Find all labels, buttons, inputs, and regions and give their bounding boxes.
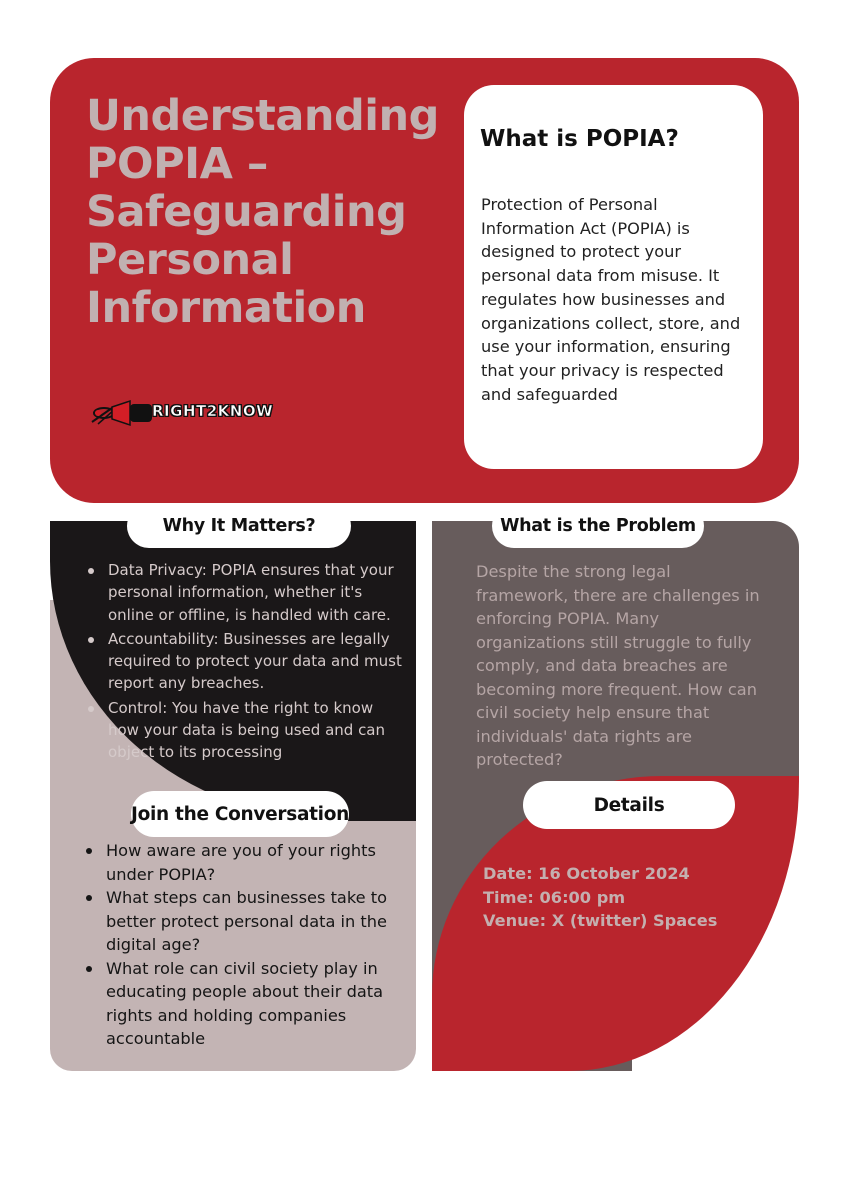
right2know-logo	[90, 398, 294, 428]
why-it-matters-list	[86, 559, 408, 766]
what-is-popia-body: Protection of Personal Information Act (POPIA) is designed to protect your personal data from misuse. It regulates how businesses and organizations collect, store, and use your information, ensuring that your privacy is respected and safeguarded	[481, 195, 741, 404]
problem-body: Despite the strong legal framework, there are challenges in enforcing POPIA. Many organizations still struggle to fully comply, and data breaches are becoming more frequent. How can civil society help ensure that individuals' data rights are protected?	[476, 562, 760, 769]
list-item: How aware are you of your rights under POPIA?	[84, 839, 404, 886]
problem-heading: What is the Problem	[492, 504, 704, 548]
list-item: Control: You have the right to know how your data is being used and can object to its processing	[86, 697, 408, 764]
list-item: Accountability: Businesses are legally required to protect your data and must report any breaches.	[86, 628, 408, 695]
megaphone-icon	[90, 398, 160, 428]
join-conversation-heading: Join the Conversation	[131, 791, 349, 837]
list-item: Data Privacy: POPIA ensures that your personal information, whether it's online or offline, is handled with care.	[86, 559, 408, 626]
event-date: Date: 16 October 2024	[483, 864, 690, 883]
list-item: What role can civil society play in educating people about their data rights and holding companies accountable	[84, 957, 404, 1051]
why-it-matters-heading: Why It Matters?	[127, 504, 351, 548]
details-heading: Details	[523, 781, 735, 829]
event-time: Time: 06:00 pm	[483, 887, 626, 907]
event-venue: Venue: X (twitter) Spaces	[483, 911, 718, 930]
page-title: Understanding POPIA – Safeguarding Personal Information	[86, 91, 439, 333]
join-conversation-list	[84, 839, 404, 1051]
what-is-popia-heading: What is POPIA?	[480, 126, 679, 152]
logo-text: RIGHT2KNOW	[152, 402, 274, 420]
list-item: What steps can businesses take to better protect personal data in the digital age?	[84, 886, 404, 957]
event-details	[483, 862, 717, 933]
